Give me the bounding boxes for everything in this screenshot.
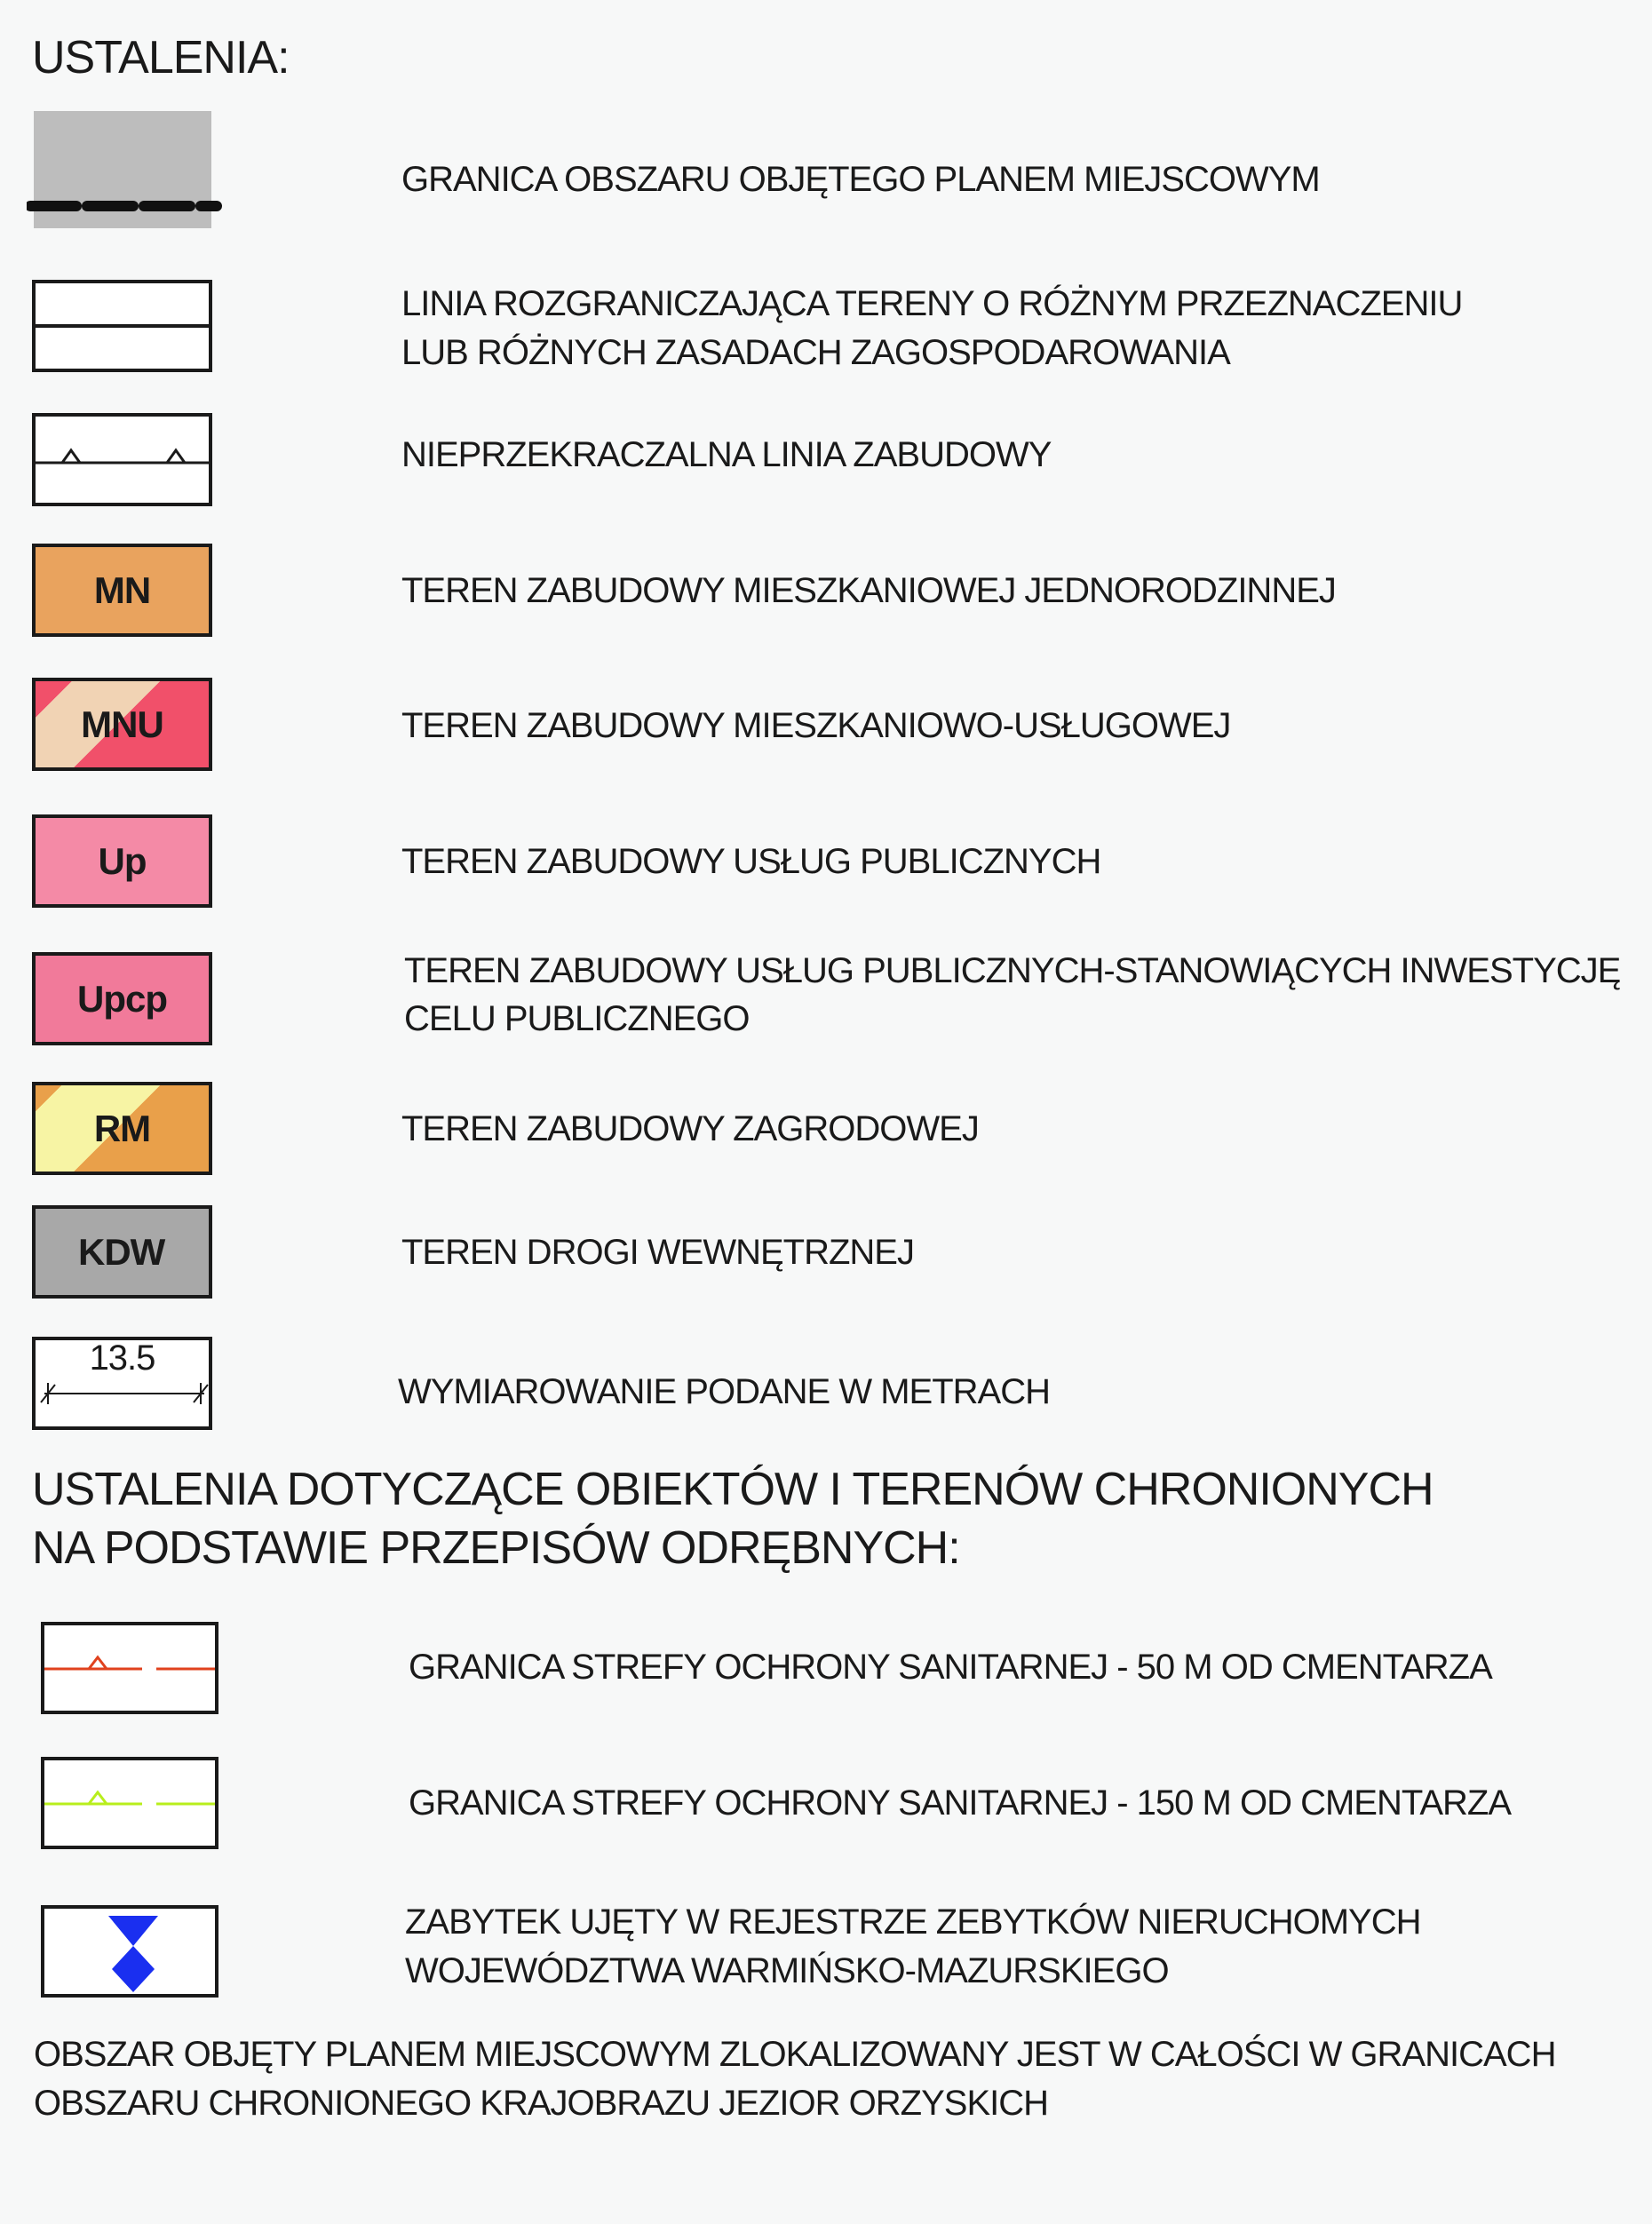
legend-text-kdw: TEREN DROGI WEWNĘTRZNEJ [401, 1233, 914, 1272]
footer-note-2: OBSZARU CHRONIONEGO KRAJOBRAZU JEZIOR ORZYSKICH [34, 2084, 1049, 2123]
legend-text-plan-boundary: GRANICA OBSZARU OBJĘTEGO PLANEM MIEJSCOWYM [401, 160, 1320, 199]
legend-symbol-dividing-line [32, 280, 212, 372]
legend-text-upcp-2: CELU PUBLICZNEGO [404, 999, 750, 1038]
legend-text-mnu: TEREN ZABUDOWY MIESZKANIOWO-USŁUGOWEJ [401, 706, 1231, 745]
legend-symbol-sanitary-150m [41, 1757, 218, 1849]
footer-note-1: OBSZAR OBJĘTY PLANEM MIEJSCOWYM ZLOKALIZOWANY JEST W CAŁOŚCI W GRANICACH [34, 2035, 1556, 2074]
legend-symbol-up [32, 814, 212, 908]
monument-icon [44, 1909, 218, 1998]
zone-code-up: Up [98, 839, 147, 882]
legend-symbol-building-line [32, 413, 212, 506]
legend-text-sanitary-150m: GRANICA STREFY OCHRONY SANITARNEJ - 150 M OD CMENTARZA [409, 1783, 1511, 1823]
legend-symbol-upcp [32, 952, 212, 1045]
legend-symbol-monument [41, 1905, 218, 1998]
zone-code-mn: MN [93, 568, 151, 611]
legend-text-monument-2: WOJEWÓDZTWA WARMIŃSKO-MAZURSKIEGO [405, 1951, 1169, 1990]
legend-text-building-line: NIEPRZEKRACZALNA LINIA ZABUDOWY [401, 435, 1052, 474]
dimension-label: 13.5 [89, 1338, 155, 1378]
legend-text-monument-1: ZABYTEK UJĘTY W REJESTRZE ZEBYTKÓW NIERUCHOMYCH [405, 1902, 1421, 1942]
zone-code-upcp: Upcp [77, 977, 167, 1020]
section2-heading-1: USTALENIA DOTYCZĄCE OBIEKTÓW I TERENÓW CHRONIONYCH [32, 1464, 1434, 1515]
legend-symbol-mnu [32, 678, 212, 771]
legend-text-dimension: WYMIAROWANIE PODANE W METRACH [398, 1372, 1050, 1411]
legend-text-rm: TEREN ZABUDOWY ZAGRODOWEJ [401, 1109, 979, 1148]
legend-text-mn: TEREN ZABUDOWY MIESZKANIOWEJ JEDNORODZINNEJ [401, 571, 1336, 610]
legend-title: USTALENIA: [32, 32, 290, 83]
legend-symbol-dimension [32, 1337, 212, 1430]
zone-code-mnu: MNU [81, 703, 163, 745]
legend-symbol-sanitary-50m [41, 1622, 218, 1714]
section2-heading-2: NA PODSTAWIE PRZEPISÓW ODRĘBNYCH: [32, 1522, 960, 1574]
legend-text-dividing-line-1: LINIA ROZGRANICZAJĄCA TERENY O RÓŻNYM PRZEZNACZENIU [401, 284, 1463, 323]
legend-symbol-rm [32, 1082, 212, 1175]
legend-text-dividing-line-2: LUB RÓŻNYCH ZASADACH ZAGOSPODAROWANIA [401, 333, 1230, 372]
plan-boundary-dashed-line [27, 197, 222, 215]
legend-text-upcp-1: TEREN ZABUDOWY USŁUG PUBLICZNYCH-STANOWIĄCYCH INWESTYCJĘ [404, 951, 1621, 990]
zone-code-kdw: KDW [78, 1230, 165, 1273]
legend-text-sanitary-50m: GRANICA STREFY OCHRONY SANITARNEJ - 50 M OD CMENTARZA [409, 1648, 1492, 1687]
legend-symbol-mn [32, 544, 212, 637]
zone-code-rm: RM [93, 1107, 151, 1149]
legend-symbol-kdw [32, 1205, 212, 1299]
legend-text-up: TEREN ZABUDOWY USŁUG PUBLICZNYCH [401, 842, 1101, 881]
